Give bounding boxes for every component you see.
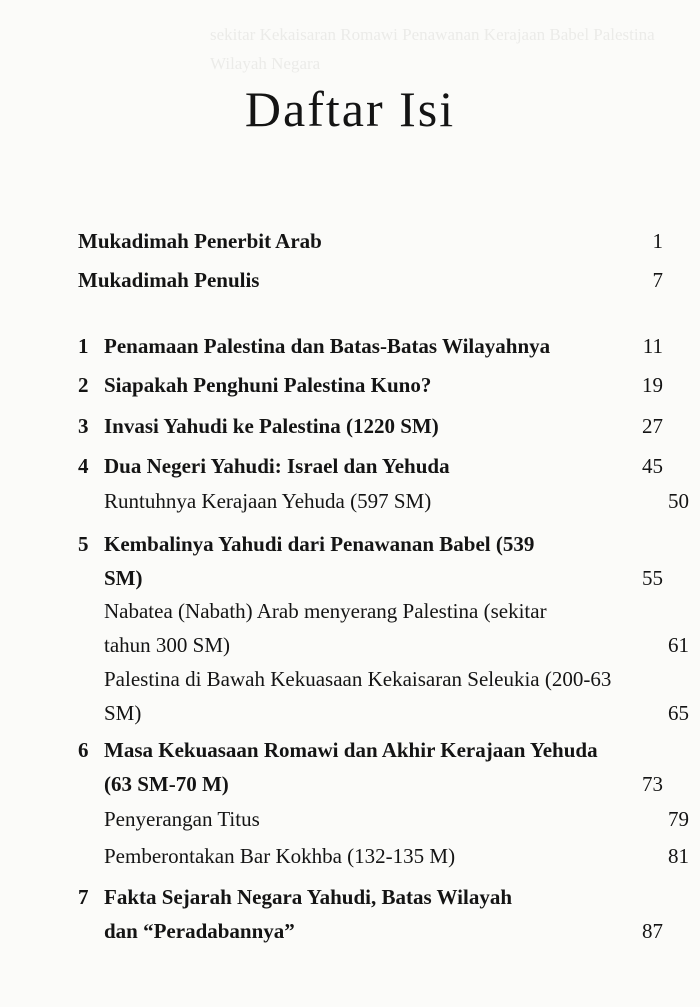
toc-entry-page: 61 bbox=[668, 633, 689, 657]
toc-entry-title: Mukadimah Penerbit Arab bbox=[78, 229, 322, 253]
toc-entry-title: Palestina di Bawah Kekuasaan Kekaisaran Seleukia (200-63 SM) bbox=[104, 667, 612, 725]
toc-subentry[interactable] bbox=[78, 842, 689, 870]
toc-entry-title: Dua Negeri Yahudi: Israel dan Yehuda bbox=[104, 454, 450, 478]
toc-chapter[interactable] bbox=[78, 733, 663, 801]
toc-entry-page: 45 bbox=[642, 454, 663, 478]
toc-entry[interactable] bbox=[78, 227, 663, 255]
toc-subentry[interactable] bbox=[78, 594, 689, 662]
toc-entry-page: 79 bbox=[668, 807, 689, 831]
toc-chapter[interactable] bbox=[78, 332, 663, 360]
toc-entry-page: 55 bbox=[642, 566, 663, 590]
bleed-through-text: sekitar Kekaisaran Romawi Penawanan Kerajaan Babel Palestina Wilayah Negara bbox=[210, 25, 655, 73]
toc-chapter[interactable] bbox=[78, 452, 663, 480]
chapter-number: 2 bbox=[78, 373, 89, 397]
toc-entry-page: 81 bbox=[668, 844, 689, 868]
chapter-number: 4 bbox=[78, 454, 89, 478]
toc-entry-page: 19 bbox=[642, 373, 663, 397]
toc-entry-title: Penyerangan Titus bbox=[104, 807, 260, 831]
toc-entry-page: 87 bbox=[642, 919, 663, 943]
chapter-number: 6 bbox=[78, 738, 89, 762]
toc-entry-title: Runtuhnya Kerajaan Yehuda (597 SM) bbox=[104, 489, 432, 513]
toc-entry-page: 65 bbox=[668, 701, 689, 725]
toc-subentry[interactable] bbox=[78, 487, 689, 515]
toc-entry-page: 1 bbox=[652, 229, 663, 253]
toc-entry-title: Penamaan Palestina dan Batas-Batas Wilayahnya bbox=[104, 334, 551, 358]
toc-entry-title: Siapakah Penghuni Palestina Kuno? bbox=[104, 373, 432, 397]
page-title: Daftar Isi bbox=[244, 81, 456, 137]
toc-entry-title: Invasi Yahudi ke Palestina (1220 SM) bbox=[104, 414, 439, 438]
toc-chapter[interactable] bbox=[78, 371, 663, 399]
toc-chapter[interactable] bbox=[78, 412, 663, 440]
toc-entry[interactable] bbox=[78, 266, 663, 294]
toc-entry-page: 27 bbox=[642, 414, 663, 438]
chapter-number: 1 bbox=[78, 334, 89, 358]
toc-chapter[interactable] bbox=[78, 880, 663, 948]
toc-entry-page: 7 bbox=[652, 268, 663, 292]
toc-entry-page: 50 bbox=[668, 489, 689, 513]
chapter-number: 3 bbox=[78, 414, 89, 438]
toc-entry-title: Fakta Sejarah Negara Yahudi, Batas Wilayah dan “Peradabannya” bbox=[104, 885, 512, 943]
toc-entry-title: Nabatea (Nabath) Arab menyerang Palestina (sekitar tahun 300 SM) bbox=[104, 599, 547, 657]
toc-entry-page: 11 bbox=[642, 334, 663, 358]
toc-entry-title: Pemberontakan Bar Kokhba (132-135 M) bbox=[104, 844, 456, 868]
toc-chapter[interactable] bbox=[78, 527, 663, 595]
toc-entry-page: 73 bbox=[642, 772, 663, 796]
chapter-number: 7 bbox=[78, 885, 89, 909]
toc-entry-title: Mukadimah Penulis bbox=[78, 268, 260, 292]
toc-entry-title: Kembalinya Yahudi dari Penawanan Babel (539 SM) bbox=[104, 532, 535, 590]
chapter-number: 5 bbox=[78, 532, 89, 556]
toc-subentry[interactable] bbox=[78, 662, 689, 730]
toc-entry-title: Masa Kekuasaan Romawi dan Akhir Kerajaan Yehuda (63 SM-70 M) bbox=[104, 738, 598, 796]
toc-subentry[interactable] bbox=[78, 805, 689, 833]
